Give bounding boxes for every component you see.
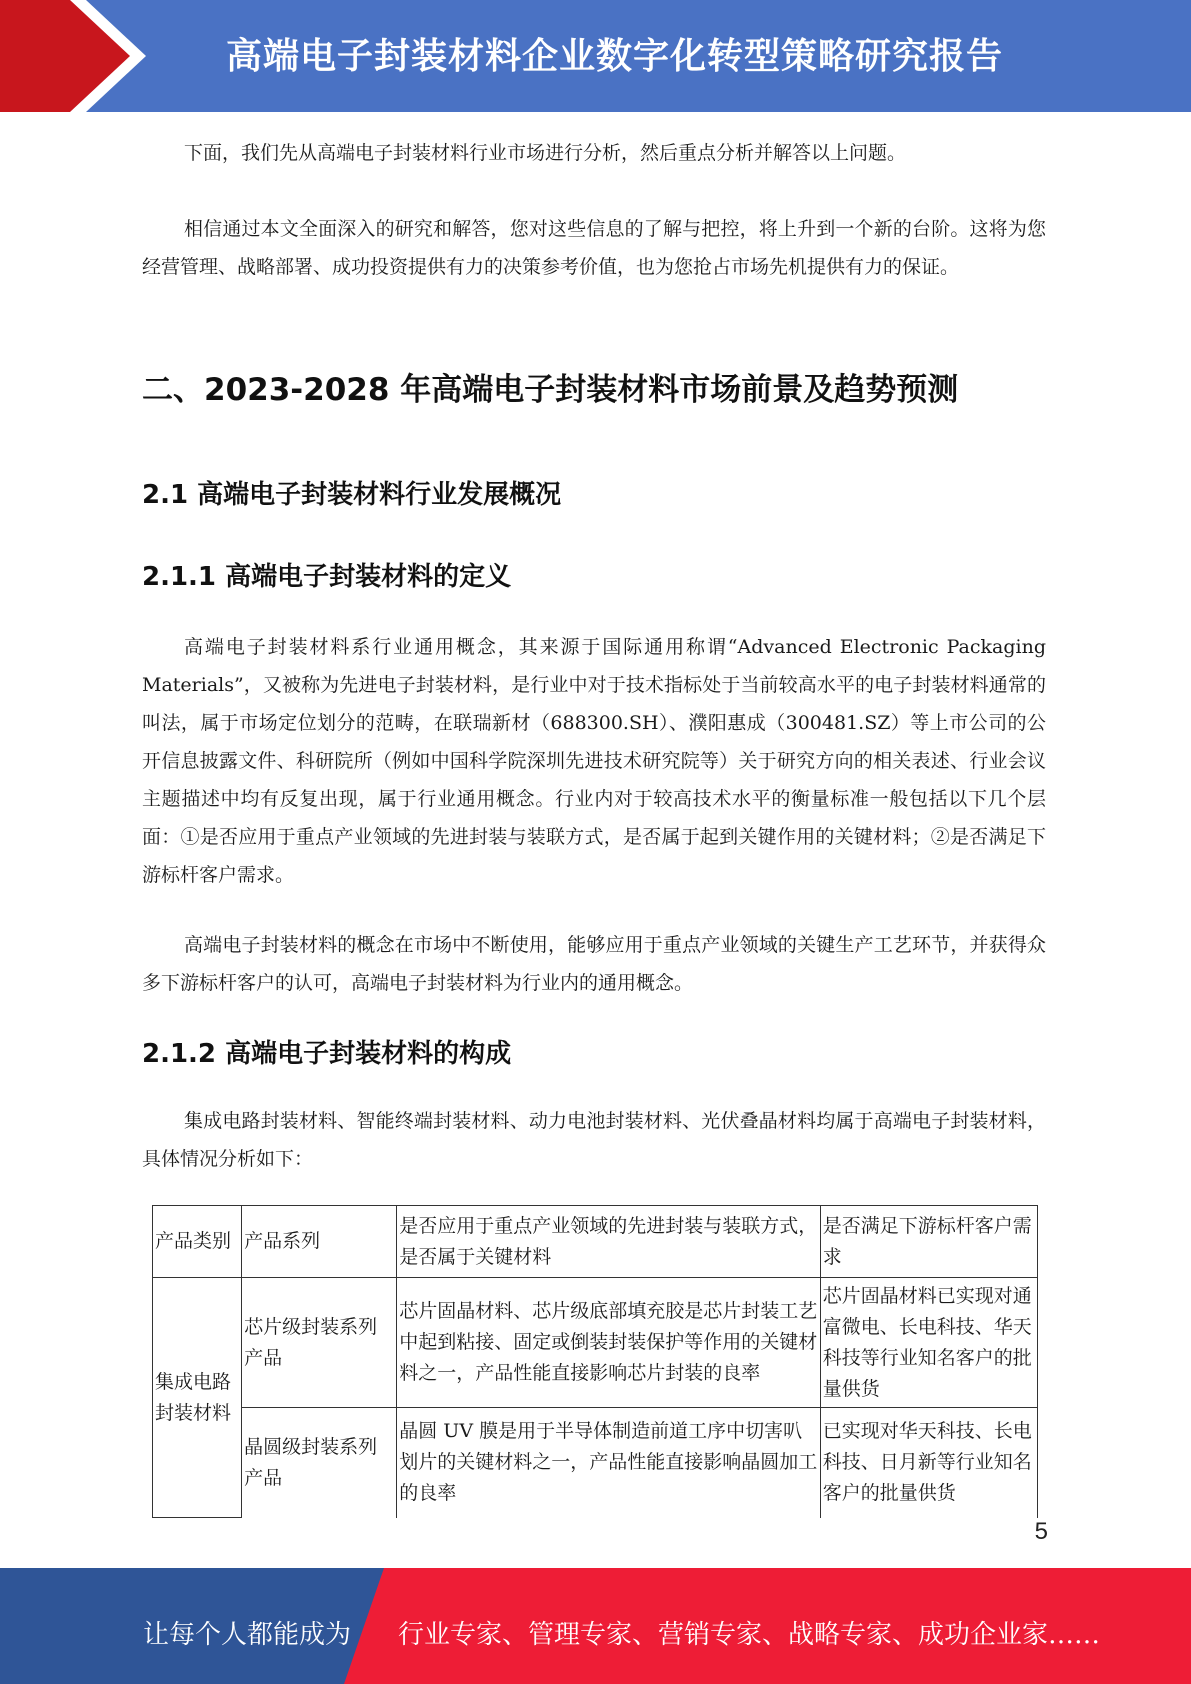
cell-customers: 芯片固晶材料已实现对通富微电、长电科技、华天科技等行业知名客户的批量供货 bbox=[820, 1278, 1037, 1408]
table-row bbox=[153, 1278, 1038, 1408]
header-arrow-decoration bbox=[0, 0, 200, 112]
composition-paragraph: 集成电路封装材料、智能终端封装材料、动力电池封装材料、光伏叠晶材料均属于高端电子封装材料，具体情况分析如下： bbox=[142, 1110, 1046, 1170]
header-customer-demand: 是否满足下游标杆客户需求 bbox=[820, 1206, 1037, 1278]
header-product-series: 产品系列 bbox=[242, 1206, 397, 1278]
cell-advanced: 芯片固晶材料、芯片级底部填充胶是芯片封装工艺中起到粘接、固定或倒装封装保护等作用的关键材料之一，产品性能直接影响芯片封装的良率 bbox=[397, 1278, 820, 1408]
footer-slogan-left: 让每个人都能成为 bbox=[143, 1620, 352, 1650]
page-footer bbox=[0, 1568, 1191, 1684]
cell-category-ic-packaging: 集成电路封装材料 bbox=[153, 1278, 242, 1518]
section-heading: 二、2023-2028 年高端电子封装材料市场前景及趋势预测 bbox=[142, 372, 959, 408]
product-table bbox=[152, 1205, 1038, 1518]
subsection-heading-2-1-1: 2.1.1 高端电子封装材料的定义 bbox=[142, 562, 512, 592]
intro-paragraph-2: 相信通过本文全面深入的研究和解答，您对这些信息的了解与把控，将上升到一个新的台阶。这将为您经营管理、战略部署、成功投资提供有力的决策参考价值，也为您抢占市场先机提供有力的保证。 bbox=[142, 218, 1046, 278]
intro-paragraph-1: 下面，我们先从高端电子封装材料行业市场进行分析，然后重点分析并解答以上问题。 bbox=[184, 142, 907, 164]
cell-series: 晶圆级封装系列产品 bbox=[242, 1408, 397, 1518]
table-row bbox=[153, 1408, 1038, 1518]
subsection-heading-2-1: 2.1 高端电子封装材料行业发展概况 bbox=[142, 480, 562, 510]
page-header bbox=[0, 0, 1191, 112]
cell-advanced: 晶圆 UV 膜是用于半导体制造前道工序中切害叭划片的关键材料之一，产品性能直接影响晶圆加工的良率 bbox=[397, 1408, 820, 1518]
report-title: 高端电子封装材料企业数字化转型策略研究报告 bbox=[226, 36, 1004, 77]
cell-customers: 已实现对华天科技、长电科技、日月新等行业知名客户的批量供货 bbox=[820, 1408, 1037, 1518]
table-header-row bbox=[153, 1206, 1038, 1278]
definition-paragraph-2: 高端电子封装材料的概念在市场中不断使用，能够应用于重点产业领域的关键生产工艺环节，并获得众多下游标杆客户的认可，高端电子封装材料为行业内的通用概念。 bbox=[142, 934, 1046, 994]
header-product-category: 产品类别 bbox=[153, 1206, 242, 1278]
footer-slogan-right: 行业专家、管理专家、营销专家、战略专家、成功企业家…… bbox=[398, 1620, 1101, 1650]
page-number: 5 bbox=[1034, 1518, 1048, 1545]
definition-paragraph-1: 高端电子封装材料系行业通用概念，其来源于国际通用称谓“Advanced Electronic Packaging Materials”，又被称为先进电子封装材料，是行业中对于技术指标处于当前较高水平的电子封装材料通常的叫法，属于市场定位划分的范畴，在联瑞新材（688300.SH）、濮阳惠成（300481.SZ）等上市公司的公开信息披露文件、科研院所（例如中国科学院深圳先进技术研究院等）关于研究方向的相关表述、行业会议主题描述中均有反复出现，属于行业通用概念。行业内对于较高技术水平的衡量标准一般包括以下几个层面：①是否应用于重点产业领域的先进封装与装联方式，是否属于起到关键作用的关键材料；②是否满足下游标杆客户需求。 bbox=[142, 636, 1046, 886]
cell-series: 芯片级封装系列产品 bbox=[242, 1278, 397, 1408]
header-advanced-packaging: 是否应用于重点产业领域的先进封装与装联方式，是否属于关键材料 bbox=[397, 1206, 820, 1278]
subsection-heading-2-1-2: 2.1.2 高端电子封装材料的构成 bbox=[142, 1039, 512, 1069]
